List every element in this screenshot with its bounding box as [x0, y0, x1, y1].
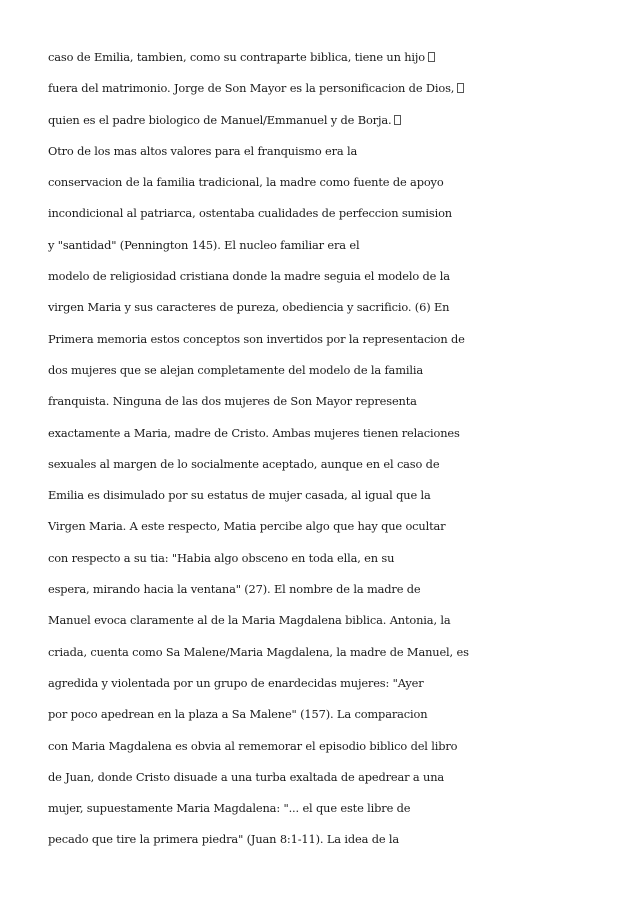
text-line: quien es el padre biologico de Manuel/Emmanuel y de Borja.: [48, 105, 608, 136]
text-line: sexuales al margen de lo socialmente aceptado, aunque en el caso de: [48, 456, 440, 471]
text-line: Manuel evoca claramente al de la Maria Magdalena biblica. Antonia, la: [48, 613, 451, 628]
text-line: espera, mirando hacia la ventana" (27). El nombre de la madre de: [48, 582, 421, 597]
missing-glyph-icon: [457, 83, 464, 93]
text-line: franquista. Ninguna de las dos mujeres de Son Mayor representa: [48, 394, 417, 409]
text-line: dos mujeres que se alejan completamente del modelo de la familia: [48, 362, 423, 377]
text-line: con Maria Magdalena es obvia al rememorar el episodio biblico del libro: [48, 738, 458, 753]
body-text: [48, 42, 608, 856]
text-line: criada, cuenta como Sa Malene/Maria Magdalena, la madre de Manuel, es: [48, 644, 469, 659]
text-line: Emilia es disimulado por su estatus de mujer casada, al igual que la: [48, 488, 431, 503]
text-line: incondicional al patriarca, ostentaba cualidades de perfeccion sumision: [48, 206, 452, 221]
text-line: de Juan, donde Cristo disuade a una turba exaltada de apedrear a una: [48, 769, 445, 784]
text-line: caso de Emilia, tambien, como su contraparte biblica, tiene un hijo: [48, 42, 608, 73]
text-line: modelo de religiosidad cristiana donde la madre seguia el modelo de la: [48, 269, 450, 284]
text-line: con respecto a su tia: "Habia algo obsceno en toda ella, en su: [48, 550, 395, 565]
missing-glyph-icon: [428, 52, 435, 62]
text-line: por poco apedrean en la plaza a Sa Malene" (157). La comparacion: [48, 707, 428, 722]
text-line: exactamente a Maria, madre de Cristo. Ambas mujeres tienen relaciones: [48, 425, 460, 440]
text-line: fuera del matrimonio. Jorge de Son Mayor es la personificacion de Dios,: [48, 73, 608, 104]
text-line: agredida y violentada por un grupo de enardecidas mujeres: "Ayer: [48, 675, 424, 690]
text-line: Otro de los mas altos valores para el franquismo era la: [48, 143, 358, 158]
missing-glyph-icon: [394, 115, 401, 125]
text-line: virgen Maria y sus caracteres de pureza, obediencia y sacrificio. (6) En: [48, 300, 450, 315]
text-line: y "santidad" (Pennington 145). El nucleo familiar era el: [48, 237, 360, 252]
text-line: mujer, supuestamente Maria Magdalena: "... el que este libre de: [48, 801, 411, 816]
text-line: conservacion de la familia tradicional, la madre como fuente de apoyo: [48, 175, 444, 190]
text-line: Virgen Maria. A este respecto, Matia percibe algo que hay que ocultar: [48, 519, 446, 534]
text-line: Primera memoria estos conceptos son invertidos por la representacion de: [48, 331, 465, 346]
text-line: pecado que tire la primera piedra" (Juan 8:1-11). La idea de la: [48, 832, 400, 847]
